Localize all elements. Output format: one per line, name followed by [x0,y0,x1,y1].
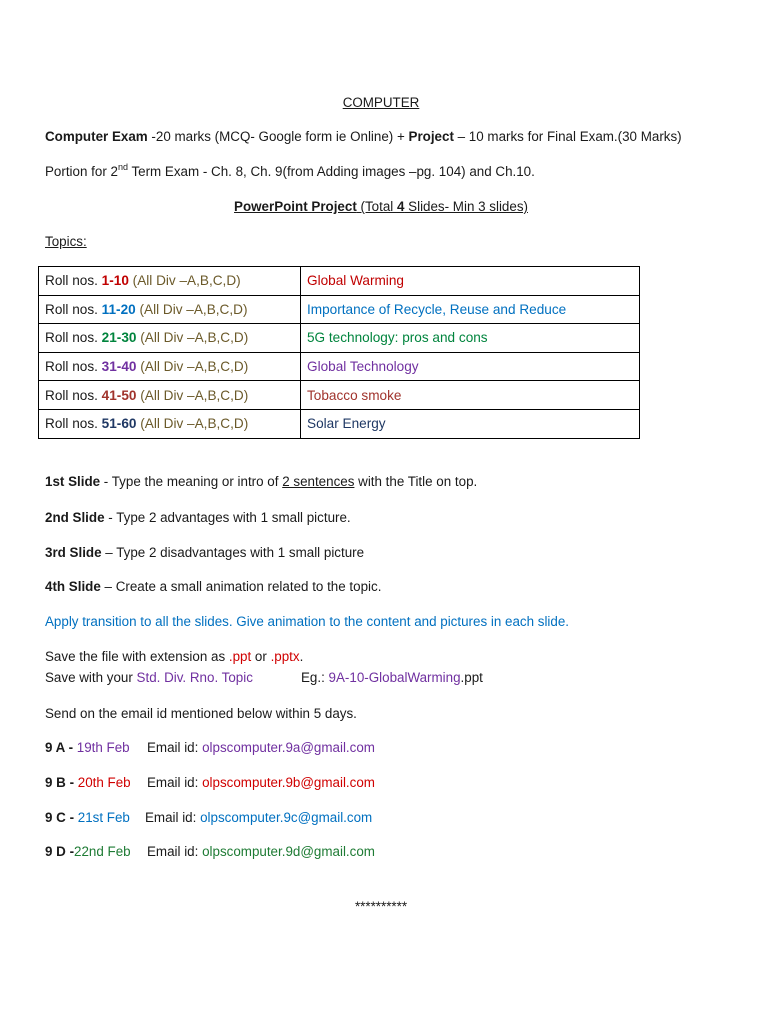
slide-3-instruction: 3rd Slide – Type 2 disadvantages with 1 small picture [45,545,365,560]
topic-cell: Global Technology [301,352,640,381]
topic-cell: Importance of Recycle, Reuse and Reduce [301,295,640,324]
transition-note: Apply transition to all the slides. Give animation to the content and pictures in each slide. [45,614,570,629]
roll-range-cell: Roll nos. 41-50 (All Div –A,B,C,D) [39,381,301,410]
roll-range-cell: Roll nos. 31-40 (All Div –A,B,C,D) [39,352,301,381]
roll-range-cell: Roll nos. 51-60 (All Div –A,B,C,D) [39,409,301,438]
deadline-9b: 9 B - 20th Feb [45,775,131,790]
topic-cell: Global Warming [301,267,640,296]
topics-label: Topics: [45,234,87,249]
deadline-9d: 9 D -22nd Feb [45,844,131,859]
topic-cell: Solar Energy [301,409,640,438]
email-9c: Email id: olpscomputer.9c@gmail.com [145,810,373,825]
deadline-9a: 9 A - 19th Feb [45,740,130,755]
save-example: Eg.: 9A-10-GlobalWarming.ppt [301,670,483,685]
end-mark: ********** [354,899,408,914]
email-9b: Email id: olpscomputer.9b@gmail.com [147,775,375,790]
deadline-9c: 9 C - 21st Feb [45,810,130,825]
email-9a: Email id: olpscomputer.9a@gmail.com [147,740,375,755]
slide-4-instruction: 4th Slide – Create a small animation related to the topic. [45,579,382,594]
email-link[interactable]: olpscomputer.9d@gmail.com [202,844,375,859]
slide-1-instruction: 1st Slide - Type the meaning or intro of 2 sentences with the Title on top. [45,474,478,489]
roll-range-cell: Roll nos. 11-20 (All Div –A,B,C,D) [39,295,301,324]
save-extension-line: Save the file with extension as .ppt or .pptx. [45,649,304,664]
project-title: PowerPoint Project (Total 4 Slides- Min 3 slides) [234,199,528,214]
topics-table [38,266,640,439]
table-row [39,409,640,438]
document-title: COMPUTER [342,95,420,110]
send-note: Send on the email id mentioned below within 5 days. [45,706,357,721]
roll-range-cell: Roll nos. 1-10 (All Div –A,B,C,D) [39,267,301,296]
topic-cell: 5G technology: pros and cons [301,324,640,353]
topic-cell: Tobacco smoke [301,381,640,410]
project-label: Project [408,129,454,144]
table-row [39,267,640,296]
email-link[interactable]: olpscomputer.9b@gmail.com [202,775,375,790]
table-row [39,295,640,324]
table-row [39,381,640,410]
table-row [39,352,640,381]
email-link[interactable]: olpscomputer.9c@gmail.com [200,810,373,825]
exam-label: Computer Exam [45,129,148,144]
portion-line: Portion for 2nd Term Exam - Ch. 8, Ch. 9(from Adding images –pg. 104) and Ch.10. [45,162,535,179]
slide-2-instruction: 2nd Slide - Type 2 advantages with 1 small picture. [45,510,351,525]
email-link[interactable]: olpscomputer.9a@gmail.com [202,740,375,755]
table-row [39,324,640,353]
exam-marks-line: Computer Exam -20 marks (MCQ- Google form ie Online) + Project – 10 marks for Final Exam.(30 Marks) [45,129,682,144]
email-9d: Email id: olpscomputer.9d@gmail.com [147,844,375,859]
save-name-line: Save with your Std. Div. Rno. Topic [45,670,253,685]
roll-range-cell: Roll nos. 21-30 (All Div –A,B,C,D) [39,324,301,353]
